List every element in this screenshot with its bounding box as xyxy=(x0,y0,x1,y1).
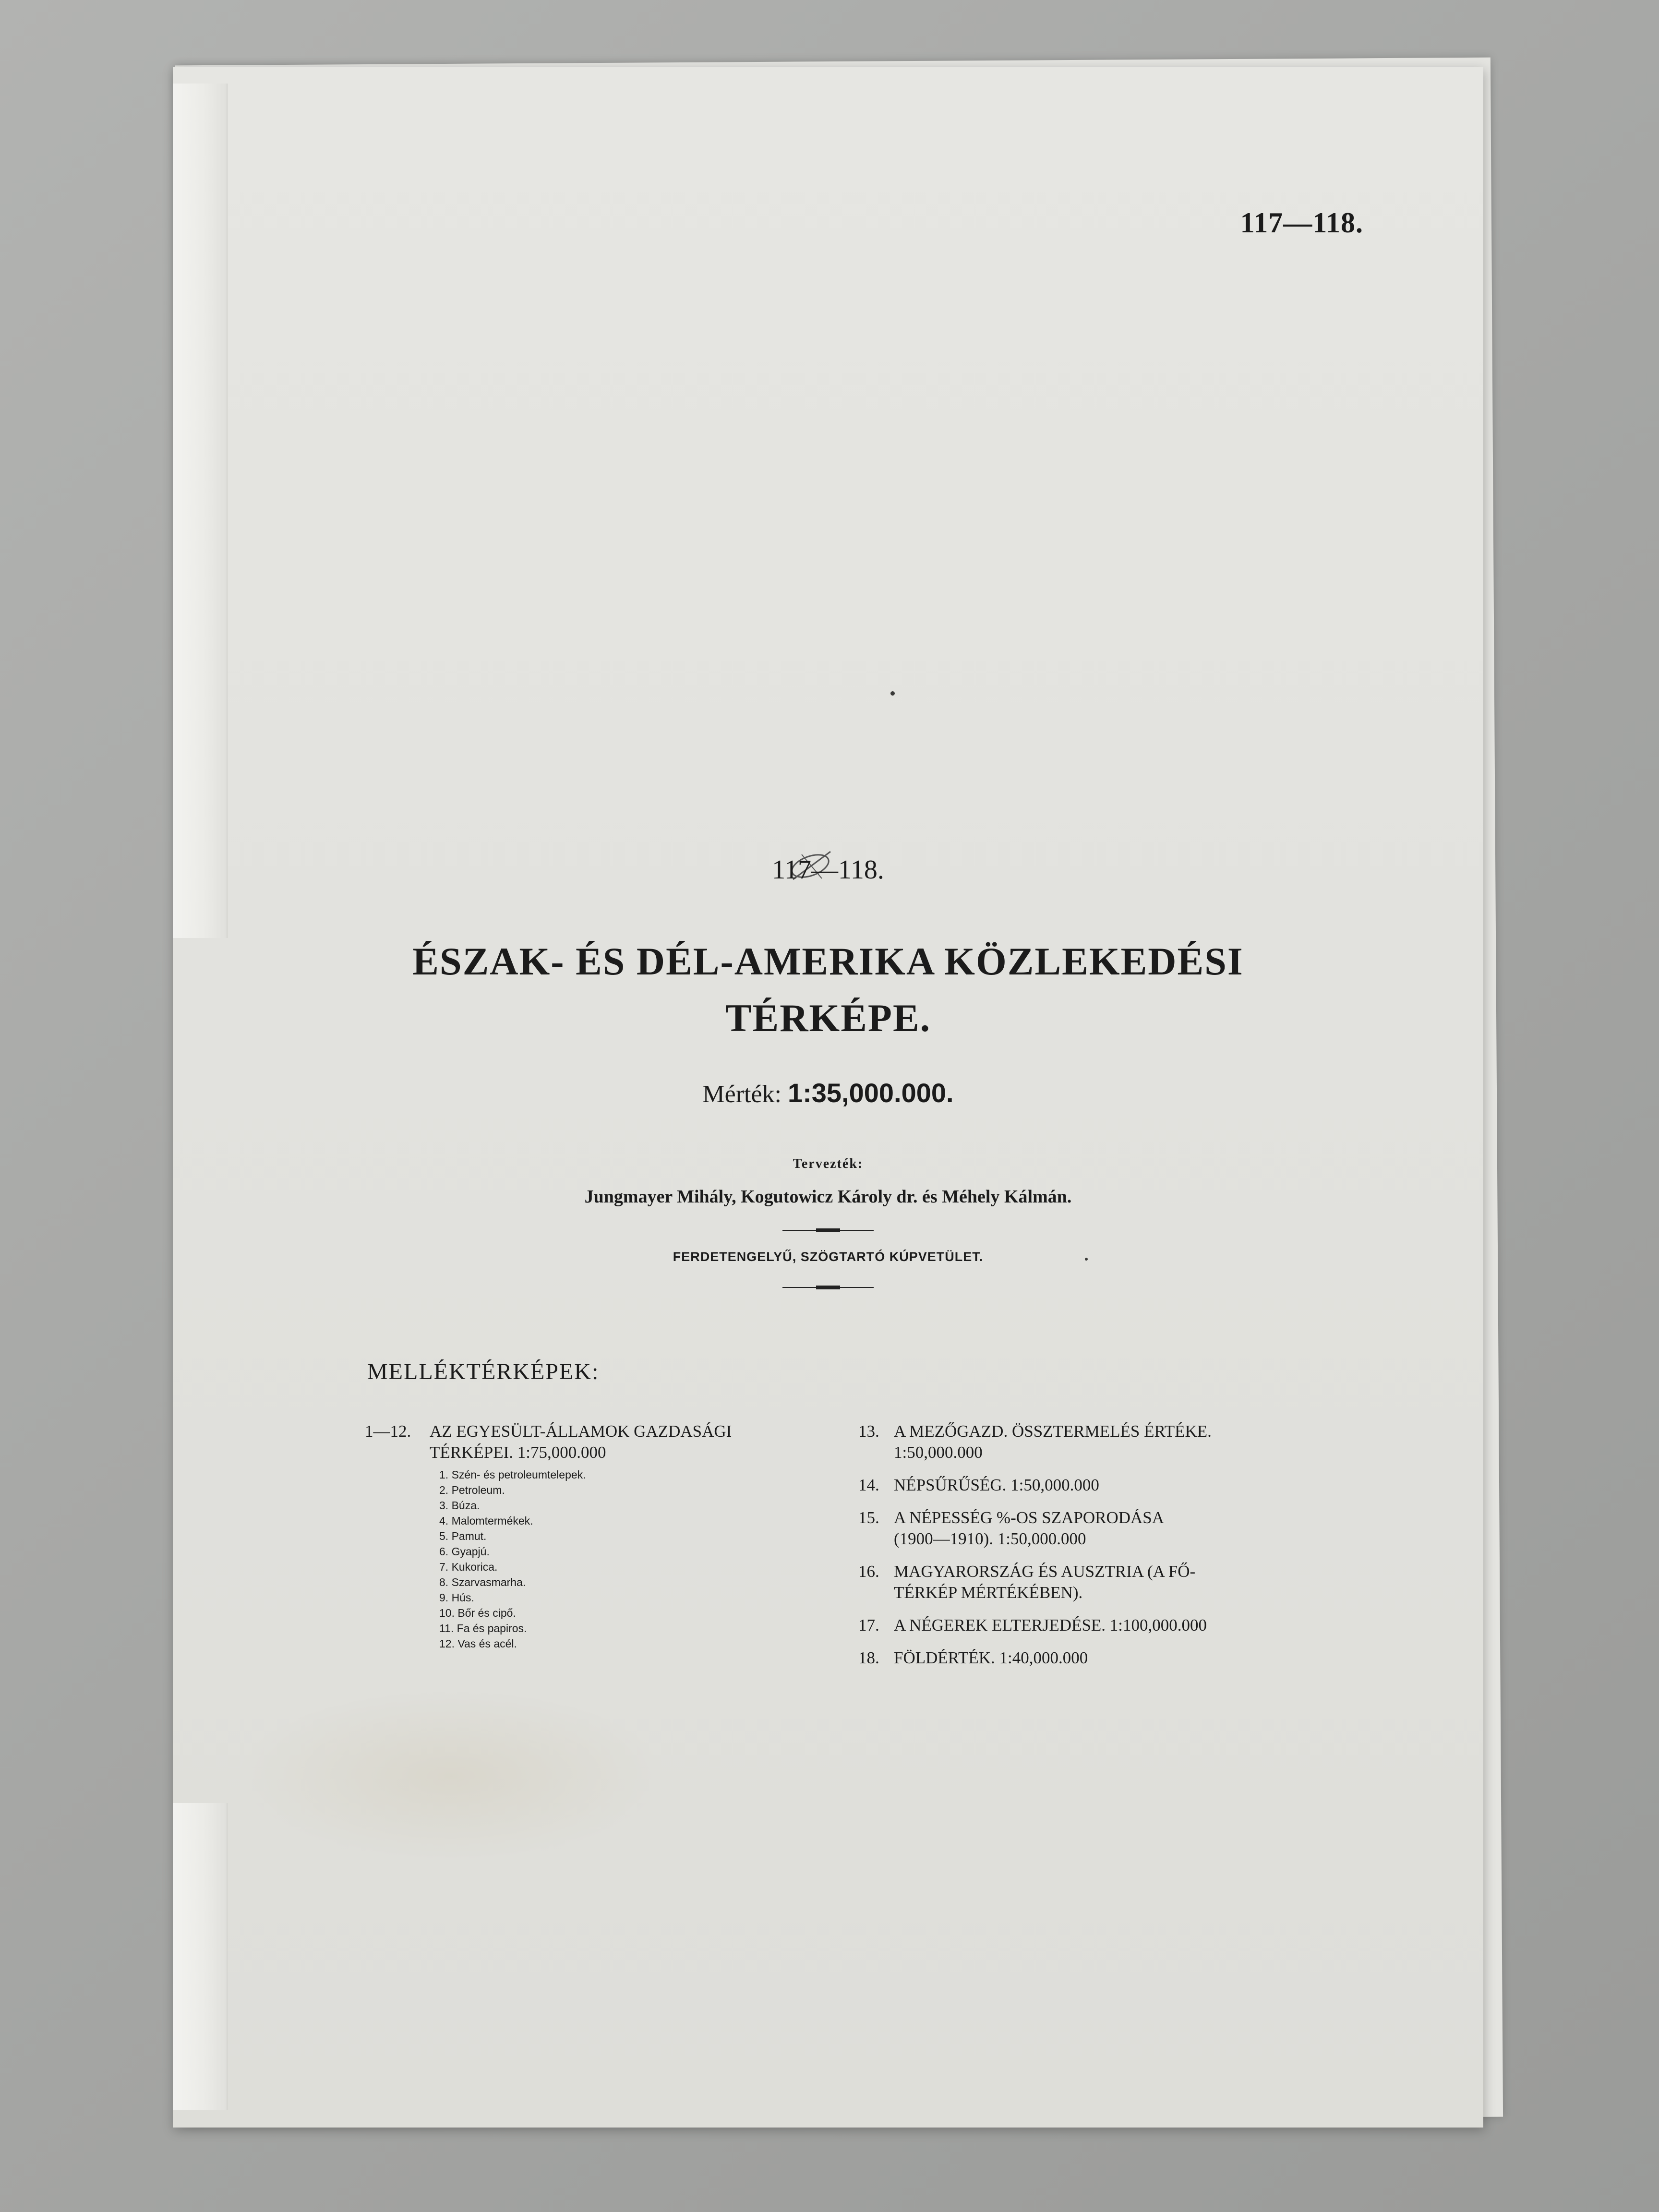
annex-entry-16 xyxy=(858,1561,1281,1603)
annex-entry-18 xyxy=(858,1647,1281,1669)
binding-tape-bottom xyxy=(173,1803,228,2110)
paper-speck xyxy=(890,691,895,696)
list-item: 6. Gyapjú. xyxy=(439,1545,490,1558)
entry-line: TÉRKÉP MÉRTÉKÉBEN). xyxy=(894,1583,1083,1602)
list-item: 10. Bőr és cipő. xyxy=(439,1607,516,1619)
annex-entry-14 xyxy=(858,1475,1281,1496)
annex-maps-heading: MELLÉKTÉRKÉPEK: xyxy=(367,1359,600,1384)
entry-number: 1—12. xyxy=(365,1422,411,1441)
list-item: 1. Szén- és petroleumtelepek. xyxy=(439,1468,586,1481)
entry-line: MAGYARORSZÁG ÉS AUSZTRIA (A FŐ- xyxy=(894,1562,1196,1581)
map-scale xyxy=(173,1077,1483,1108)
divider-ornament xyxy=(782,1286,874,1289)
economic-maps-sublist xyxy=(365,1467,787,1651)
entry-line: (1900—1910). 1:50,000.000 xyxy=(894,1529,1086,1548)
list-item: 7. Kukorica. xyxy=(439,1561,498,1573)
divider-ornament xyxy=(782,1228,874,1232)
sheet-number: 117—118. xyxy=(772,855,884,885)
entry-number: 18. xyxy=(858,1648,879,1667)
entry-scale: TÉRKÉPEI. 1:75,000.000 xyxy=(430,1443,606,1462)
entry-text xyxy=(894,1475,1281,1496)
annex-entry-17 xyxy=(858,1615,1281,1636)
title-block xyxy=(173,854,1483,1289)
binding-tape-top xyxy=(173,84,228,938)
entry-line: A NÉGEREK ELTERJEDÉSE. 1:100,000.000 xyxy=(894,1616,1207,1635)
entry-line: 1:50,000.000 xyxy=(894,1443,983,1462)
list-item: 2. Petroleum. xyxy=(439,1484,505,1496)
annex-entry-13 xyxy=(858,1421,1281,1463)
annex-list-left xyxy=(365,1421,787,1651)
list-item: 9. Hús. xyxy=(439,1591,474,1604)
list-item: 11. Fa és papiros. xyxy=(439,1622,527,1635)
entry-text xyxy=(894,1561,1281,1603)
entry-number: 13. xyxy=(858,1422,879,1441)
entry-text xyxy=(894,1647,1281,1669)
entry-line: FÖLDÉRTÉK. 1:40,000.000 xyxy=(894,1648,1088,1667)
projection: FERDETENGELYŰ, SZÖGTARTÓ KÚPVETÜLET. xyxy=(673,1250,984,1264)
entry-text: AZ EGYESÜLT-ÁLLAMOK GAZDASÁGI xyxy=(430,1422,732,1441)
entry-number: 15. xyxy=(858,1508,879,1527)
corner-sheet-number: 117—118. xyxy=(1240,207,1363,239)
list-item: 5. Pamut. xyxy=(439,1530,487,1542)
map-cover-sheet xyxy=(173,67,1483,2128)
list-item: 4. Malomtermékek. xyxy=(439,1515,533,1527)
entry-line: NÉPSŰRŰSÉG. 1:50,000.000 xyxy=(894,1476,1099,1494)
scale-value: 1:35,000.000. xyxy=(787,1078,954,1108)
entry-number: 16. xyxy=(858,1562,879,1581)
entry-number: 17. xyxy=(858,1616,879,1635)
annex-entry-1-12 xyxy=(365,1421,787,1463)
designers: Jungmayer Mihály, Kogutowicz Károly dr. és Méhely Kálmán. xyxy=(584,1187,1072,1207)
paper-stain xyxy=(235,1690,667,1863)
annex-entry-15 xyxy=(858,1507,1281,1550)
map-title-line-1: ÉSZAK- ÉS DÉL-AMERIKA KÖZLEKEDÉSI xyxy=(412,939,1244,983)
list-item: 8. Szarvasmarha. xyxy=(439,1576,526,1588)
entry-text xyxy=(894,1507,1281,1550)
annex-list-right xyxy=(858,1421,1281,1680)
entry-text xyxy=(894,1615,1281,1636)
map-title-line-2: TÉRKÉPE. xyxy=(725,996,931,1040)
scale-label: Mérték: xyxy=(702,1081,781,1108)
list-item: 3. Búza. xyxy=(439,1499,480,1512)
entry-text xyxy=(894,1421,1281,1463)
entry-line: A NÉPESSÉG %-OS SZAPORODÁSA xyxy=(894,1508,1165,1527)
entry-line: A MEZŐGAZD. ÖSSZTERMELÉS ÉRTÉKE. xyxy=(894,1422,1212,1441)
designers-label: Tervezték: xyxy=(793,1156,864,1171)
list-item: 12. Vas és acél. xyxy=(439,1637,517,1650)
entry-number: 14. xyxy=(858,1476,879,1494)
